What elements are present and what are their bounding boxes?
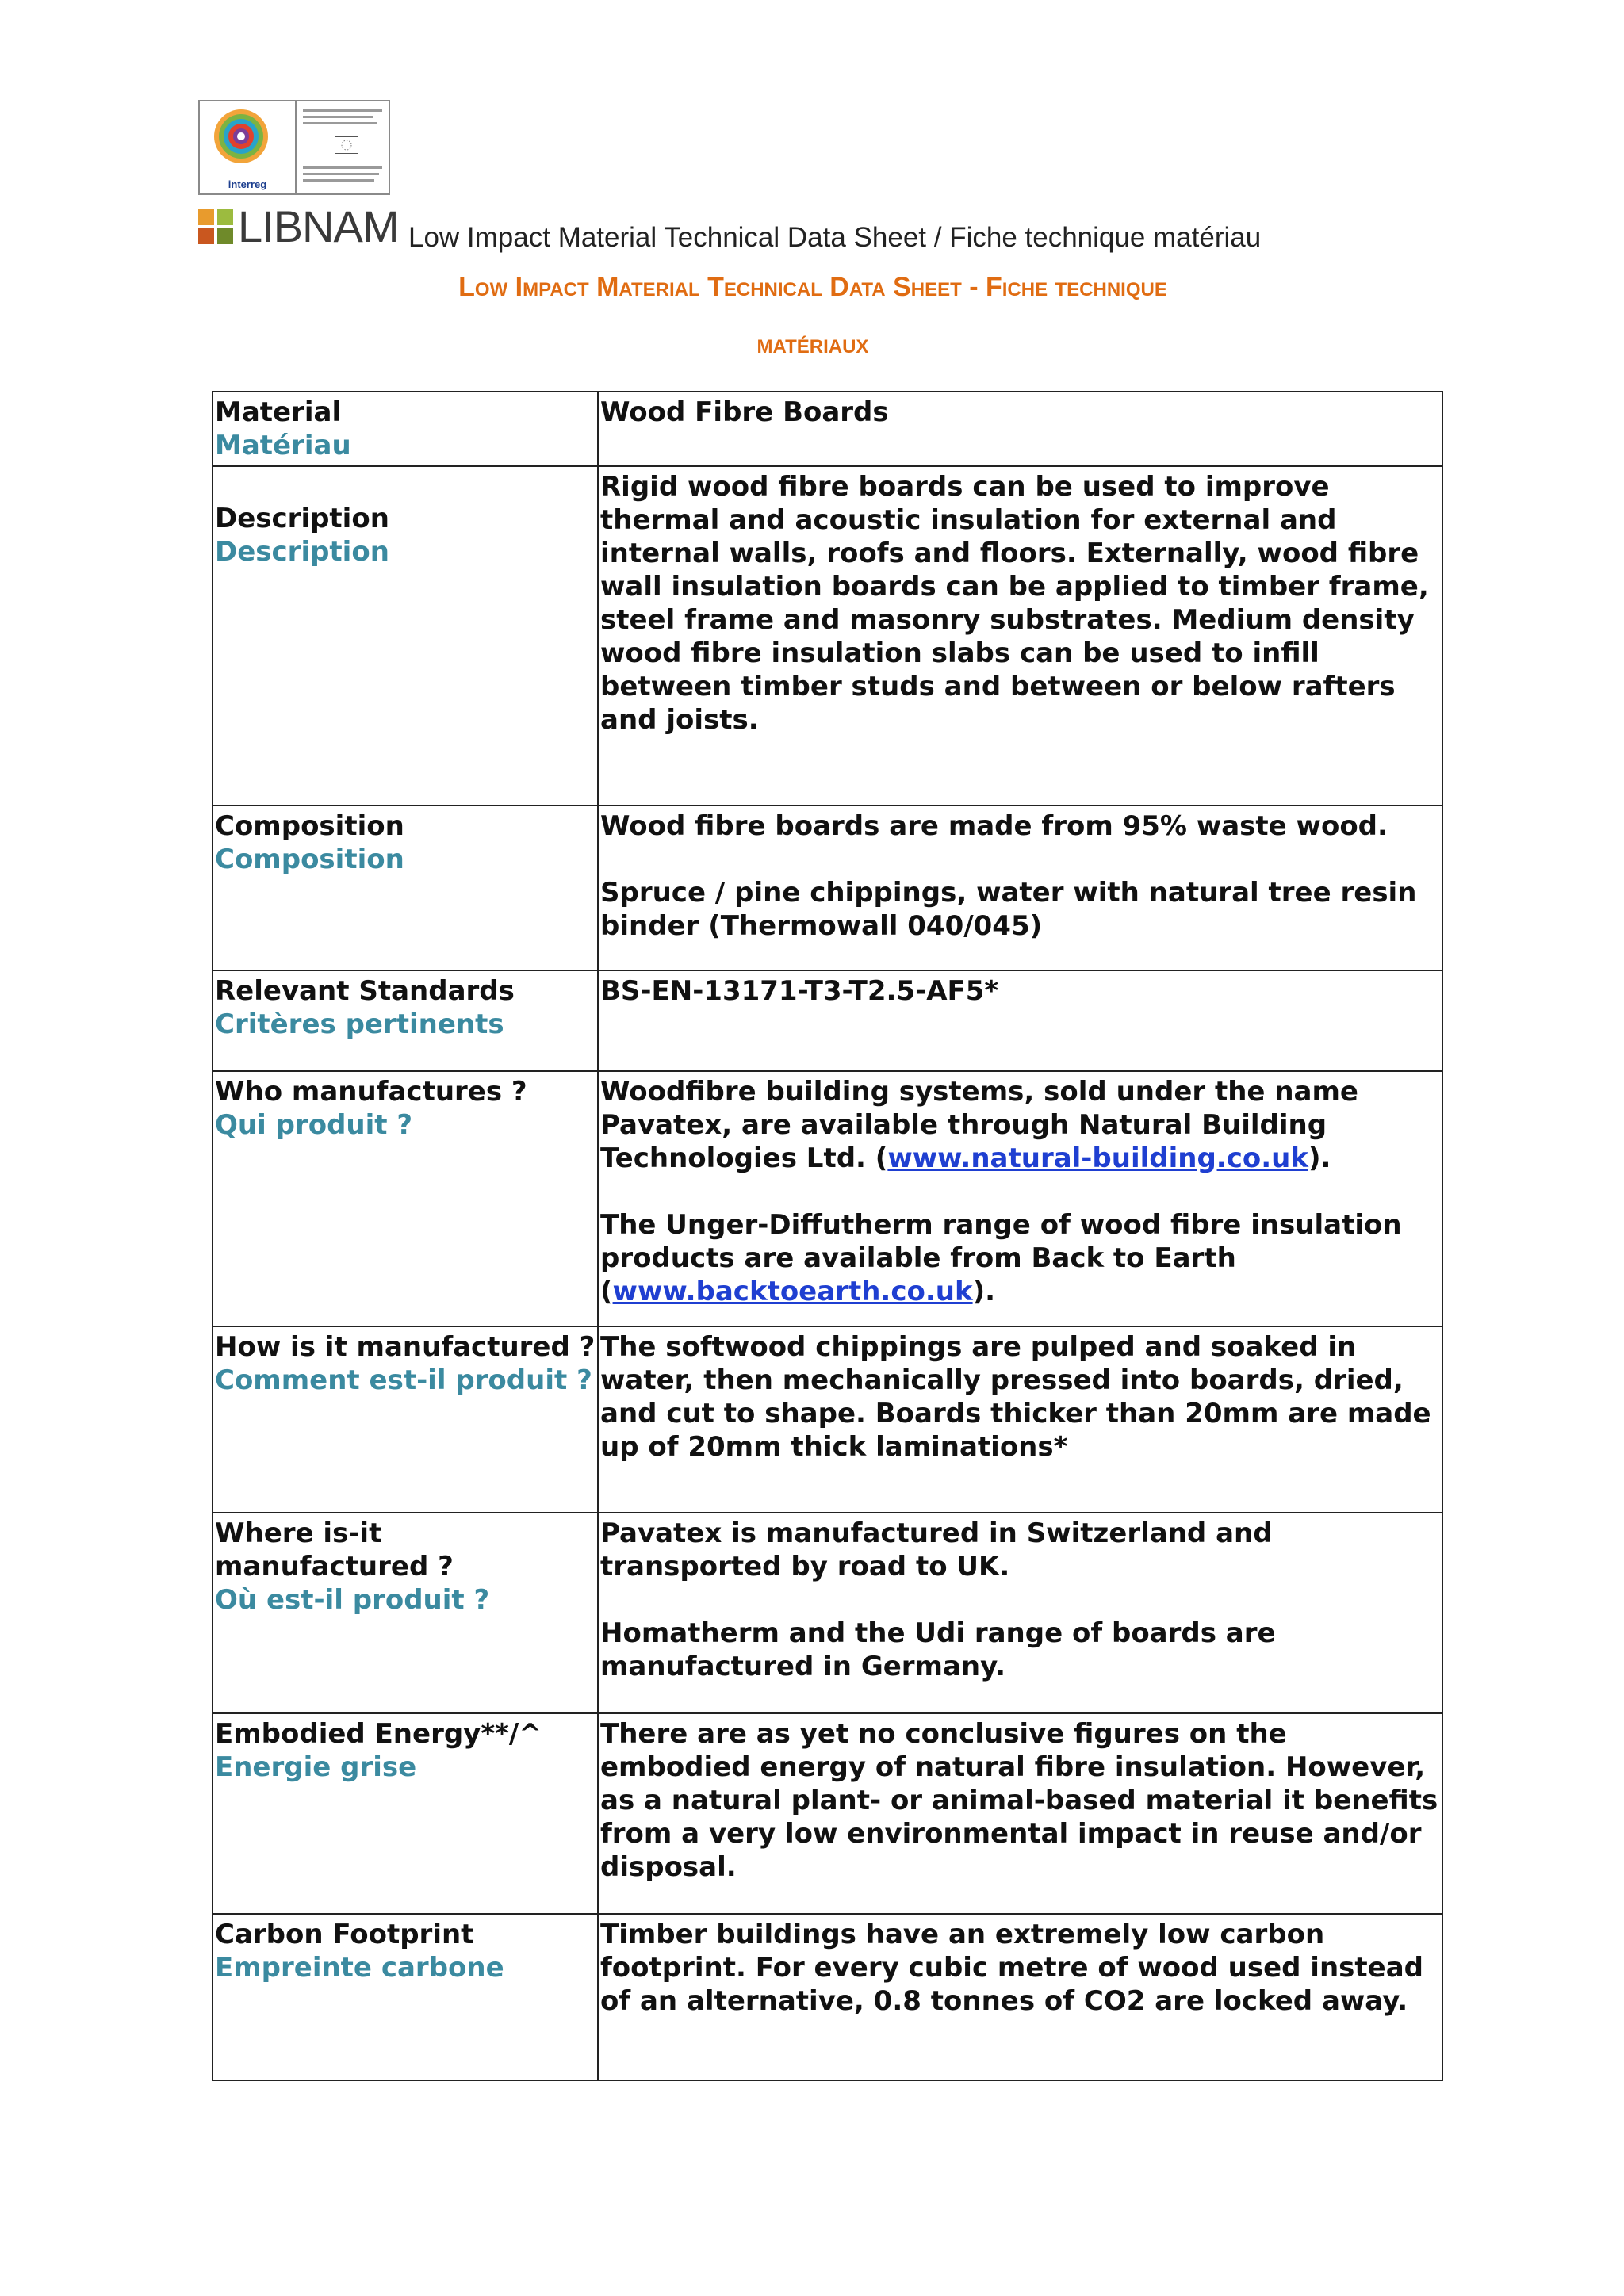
libnam-squares-icon <box>198 209 233 244</box>
data-sheet-table <box>212 391 1443 2081</box>
label-fr: Où est-il produit ? <box>215 1584 490 1616</box>
erdf-caption-line <box>303 166 382 169</box>
row-value <box>598 1326 1442 1513</box>
row-value <box>598 1071 1442 1326</box>
table-row-embodied-energy <box>213 1713 1442 1914</box>
row-label <box>213 466 598 806</box>
erdf-caption-line <box>303 116 373 118</box>
erdf-caption-line <box>303 109 382 112</box>
table-row-how-manufactured <box>213 1326 1442 1513</box>
table-row-material <box>213 392 1442 466</box>
row-label <box>213 1914 598 2080</box>
row-label <box>213 1713 598 1914</box>
backtoearth-link[interactable]: www.backtoearth.co.uk <box>612 1276 973 1307</box>
row-label <box>213 1071 598 1326</box>
interreg-logo <box>200 101 297 193</box>
value-text: Rigid wood fibre boards can be used to improve thermal and acoustic insulation for external and internal walls, roofs and floors. Externally, wood fibre wall insulation boards can be applied to timber frame, steel frame and masonry substrates. Medium density wood fibre insulation slabs can be used to infill between timber studs and between or below rafters and joists. <box>600 471 1429 736</box>
label-en: Composition <box>215 810 404 842</box>
value-text-part: ). <box>972 1276 996 1307</box>
label-fr: Comment est-il produit ? <box>215 1364 592 1396</box>
page-title-line-1: Low Impact Material Technical Data Sheet - Fiche technique <box>458 272 1167 302</box>
table-row-description <box>213 466 1442 806</box>
label-fr: Critères pertinents <box>215 1008 504 1040</box>
erdf-interreg-logo <box>198 100 390 195</box>
row-value <box>598 466 1442 806</box>
row-value <box>598 806 1442 970</box>
erdf-caption-line <box>303 173 379 175</box>
erdf-caption-line <box>303 179 374 182</box>
row-value <box>598 1513 1442 1713</box>
label-fr: Composition <box>215 844 404 875</box>
table-row-manufacturer <box>213 1071 1442 1326</box>
label-fr: Description <box>215 536 389 568</box>
label-en: Where is-it manufactured ? <box>215 1517 454 1582</box>
row-value <box>598 392 1442 466</box>
value-text: Homatherm and the Udi range of boards are manufactured in Germany. <box>600 1617 1276 1682</box>
natural-building-link[interactable]: www.natural-building.co.uk <box>887 1142 1308 1174</box>
page-title <box>198 258 1427 373</box>
page-title-line-2: matériaux <box>756 329 869 359</box>
row-value <box>598 970 1442 1071</box>
label-fr: Matériau <box>215 430 351 461</box>
row-label <box>213 970 598 1071</box>
libnam-logo <box>198 201 399 251</box>
label-en: Carbon Footprint <box>215 1919 474 1950</box>
value-text-part: ). <box>1308 1142 1331 1174</box>
erdf-caption-line <box>303 122 377 124</box>
table-row-composition <box>213 806 1442 970</box>
label-en: Relevant Standards <box>215 975 515 1007</box>
table-row-where-manufactured <box>213 1513 1442 1713</box>
row-label <box>213 1513 598 1713</box>
row-label <box>213 392 598 466</box>
value-text: There are as yet no conclusive figures on the embodied energy of natural fibre insulation. However, as a natural plant- or animal-based material it benefits from a very low environmental impact in reuse and/or disposal. <box>600 1718 1438 1883</box>
label-fr: Empreinte carbone <box>215 1952 504 1984</box>
value-text: BS-EN-13171-T3-T2.5-AF5* <box>600 975 999 1007</box>
row-value <box>598 1914 1442 2080</box>
value-text: Spruce / pine chippings, water with natural tree resin binder (Thermowall 040/045) <box>600 877 1417 942</box>
row-value <box>598 1713 1442 1914</box>
header-subtitle: Low Impact Material Technical Data Sheet / Fiche technique matériau <box>408 222 1262 253</box>
label-en: Embodied Energy**/^ <box>215 1718 542 1750</box>
eu-flag-icon <box>335 136 358 154</box>
label-en: Who manufactures ? <box>215 1076 527 1108</box>
erdf-logo <box>297 101 389 193</box>
value-text-part: The Unger-Diffutherm range of wood fibre insulation products are available from Back to Earth ( <box>600 1209 1402 1307</box>
label-en: How is it manufactured ? <box>215 1331 596 1363</box>
value-text <box>600 1075 1440 1175</box>
label-fr: Energie grise <box>215 1751 417 1783</box>
label-en: Description <box>215 503 389 534</box>
value-text <box>600 1208 1440 1308</box>
row-label <box>213 1326 598 1513</box>
value-text-part: Woodfibre building systems, sold under the name Pavatex, are available through Natural Building Technologies Ltd. ( <box>600 1076 1358 1174</box>
value-text: Pavatex is manufactured in Switzerland and transported by road to UK. <box>600 1517 1273 1582</box>
value-text: Wood Fibre Boards <box>600 396 889 428</box>
value-text: The softwood chippings are pulped and soaked in water, then mechanically pressed into boards, dried, and cut to shape. Boards thicker than 20mm are made up of 20mm thick laminations* <box>600 1331 1431 1463</box>
libnam-wordmark: LIBNAM <box>238 201 399 251</box>
value-text: Timber buildings have an extremely low carbon footprint. For every cubic metre of wood used instead of an alternative, 0.8 tonnes of CO2 are locked away. <box>600 1919 1423 2017</box>
row-label <box>213 806 598 970</box>
label-fr: Qui produit ? <box>215 1109 413 1141</box>
interreg-wordmark: interreg <box>228 178 267 190</box>
label-en: Material <box>215 396 342 428</box>
table-row-standards <box>213 970 1442 1071</box>
interreg-circles-icon <box>200 101 293 174</box>
value-text: Wood fibre boards are made from 95% waste wood. <box>600 810 1388 842</box>
table-row-carbon-footprint <box>213 1914 1442 2080</box>
